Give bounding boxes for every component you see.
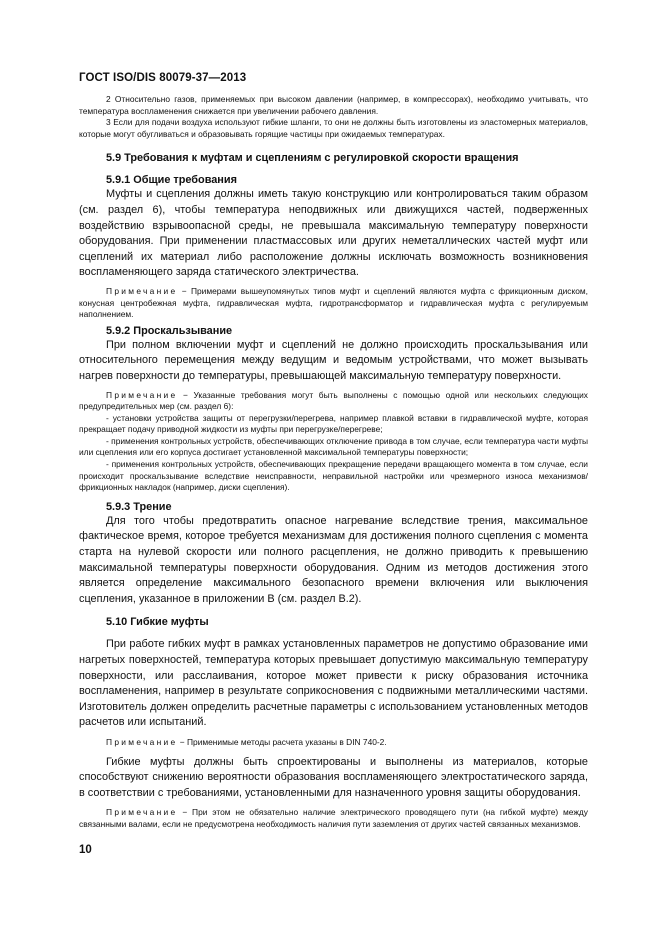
note-text: − Примерами вышеупомянутых типов муфт и сцеплений являются муфта с фрикционным диском, конусная центробежная муфта, гидравлическая муфта, гидротрансформатор и гидравлическая муфта с регулируемым наполнением. <box>79 285 588 320</box>
section-5-10-note-2 <box>79 807 588 830</box>
note-text: − При этом не обязательно наличие электрического проводящего пути (на гибкой муфте) между связанными валами, если не предусмотрена необходимость наличия пути заземления от других частей связанных механизмов. <box>79 807 588 829</box>
note-label: Примечание <box>106 807 178 818</box>
section-5-10-heading: 5.10 Гибкие муфты <box>106 616 209 629</box>
section-5-9-1-text: Муфты и сцепления должны иметь такую конструкцию или контролироваться таким образом (см. раздел 6), чтобы температура неподвижных или движущихся частей, подверженных воздействию взрывоопасной среды, не превышала максимальную температуру поверхности оборудования. При применении пластмассовых или других неметаллических частей муфт или сцеплений их материал либо расположение должны исключать возможность возникновения воспламеняющего заряда статического электричества. <box>79 188 588 279</box>
note-text: − Указанные требования могут быть выполнены с помощью одной или нескольких следующих предупредительных мер (см. раздел 6): <box>79 389 588 412</box>
intro-note-2: 2 Относительно газов, применяемых при высоком давлении (например, в компрессорах), необходимо учитывать, что температура воспламенения снижается при увеличении рабочего давления. <box>79 94 588 116</box>
section-5-9-2-note <box>79 390 588 413</box>
section-5-10-text-1: При работе гибких муфт в рамках установленных параметров не допустимо образование ими нагретых поверхностей, температура которых превышает допустимую максимальную температуру поверхности, или расслаивания, которое может привести к риску образования источника воспламенения, например в результате соприкосновения с подвижными металлическими частями. Изготовитель должен определить расчетные параметры с использованием установленных методов расчетов или испытаний. <box>79 638 588 729</box>
section-5-10-text-2: Гибкие муфты должны быть спроектированы и выполнены из материалов, которые способствуют снижению вероятности образования воспламеняющего электростатического заряда, в соответствии с требованиями, установленными для назначенного уровня защиты оборудования. <box>79 755 588 799</box>
section-5-9-3-text: Для того чтобы предотвратить опасное нагревание вследствие трения, максимальное фактическое время, которое требуется механизмам для достижения полного сцепления с момента старта на нулевой скорости или полного расцепления, не должно приводить к превышению максимальной температуры поверхности оборудования. Одним из методов достижения этого является определение максимального безопасного времени включения или выключения сцепления, указанное в приложении В (см. раздел В.2). <box>79 514 588 605</box>
section-5-9-1-note <box>79 286 588 321</box>
section-5-9-2-text: При полном включении муфт и сцеплений не должно происходить проскальзывания или относительного перемещения между ведущим и ведомым устройствами, что может вызывать нагрев поверхности до температуры, превышающей максимальную температуру поверхности. <box>79 338 588 382</box>
section-5-9-2-heading: 5.9.2 Проскальзывание <box>106 324 233 337</box>
section-5-9-1-heading: 5.9.1 Общие требования <box>106 174 237 187</box>
note-label: Примечание <box>106 389 178 400</box>
page-content <box>79 94 588 831</box>
note-text: − Применимые методы расчета указаны в DIN 740-2. <box>177 736 387 747</box>
note-label: Примечание <box>106 285 178 296</box>
section-5-10-note-1 <box>79 737 588 749</box>
list-item: - применения контрольных устройств, обеспечивающих прекращение передачи вращающего момента в том случае, если происходит проскальзывание вследствие неисправности, неправильной настройки или чрезмерного износа механизмов/фрикционных накладок (например, диски сцепления). <box>79 459 588 493</box>
page-number: 10 <box>79 844 92 856</box>
section-5-9-3-heading: 5.9.3 Трение <box>106 500 172 513</box>
page-header: ГОСТ ISO/DIS 80079-37—2013 <box>79 72 247 84</box>
note-label: Примечание <box>106 736 178 747</box>
list-item: - установки устройства защиты от перегрузки/перегрева, например плавкой вставки в гидравлической муфте, которая прекращает подачу приводной жидкости из муфты при перегрузке/перегреве; <box>79 412 588 435</box>
list-item: - применения контрольных устройств, обеспечивающих отключение привода в том случае, если температура части муфты или сцепления или его корпуса достигает установленной максимальной температуры поверхности; <box>79 435 588 458</box>
section-5-9-heading: 5.9 Требования к муфтам и сцеплениям с регулировкой скорости вращения <box>106 152 519 165</box>
intro-note-3: 3 Если для подачи воздуха используют гибкие шланги, то они не должны быть изготовлены из эластомерных материалов, которые могут обугливаться и образовывать горящие частицы при ожидаемых температурах. <box>79 117 588 139</box>
